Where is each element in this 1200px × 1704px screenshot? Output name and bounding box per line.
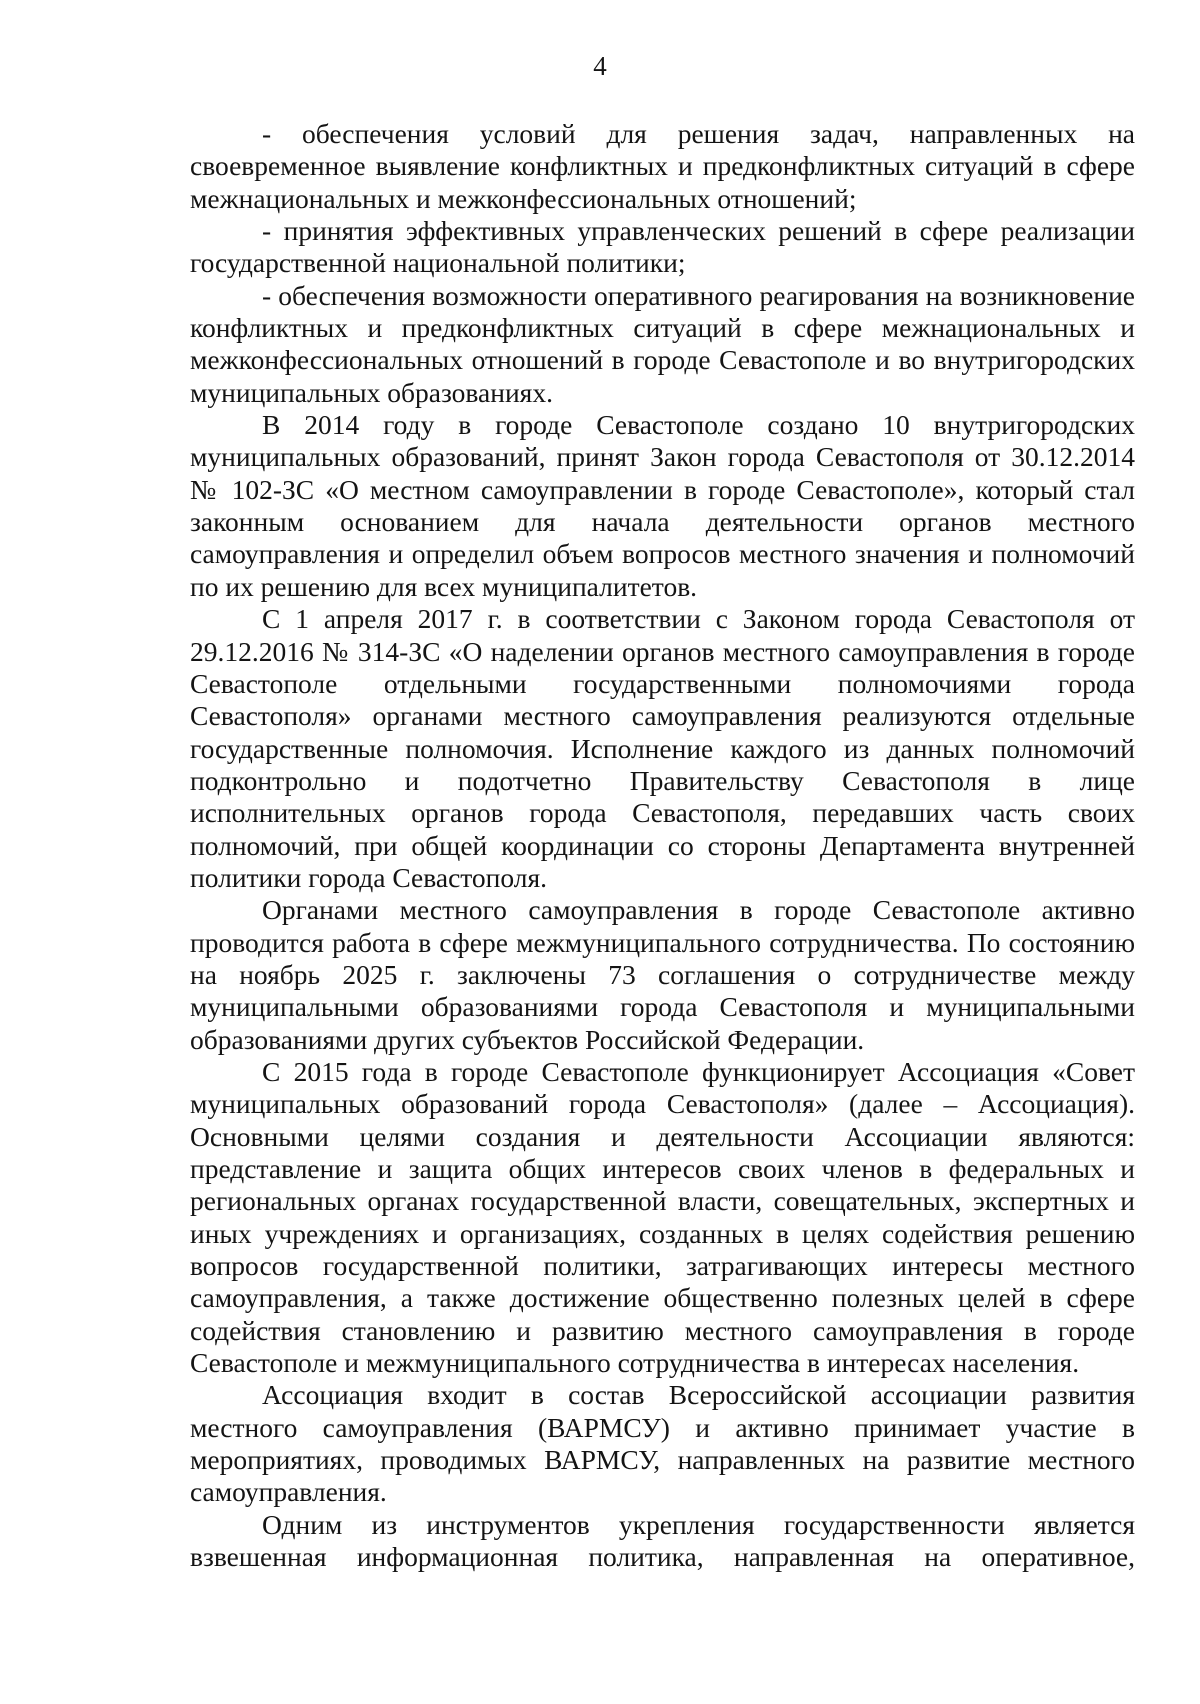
paragraph-information-policy: Одним из инструментов укрепления государственности является взвешенная информационная политика, направленная на оперативное,: [190, 1508, 1135, 1573]
page-number: 4: [593, 51, 607, 81]
paragraph-inter-municipal-cooperation: Органами местного самоуправления в городе Севастополе активно проводится работа в сфере межмуниципального сотрудничества. По состоянию на ноябрь 2025 г. заключены 73 соглашения о сотрудничестве между муниципальными образованиями города Севастополя и муниципальными образованиями других субъектов Российской Федерации.: [190, 894, 1135, 1055]
paragraph-varmsu: Ассоциация входит в состав Всероссийской ассоциации развития местного самоуправления (ВАРМСУ) и активно принимает участие в мероприятиях, проводимых ВАРМСУ, направленных на развитие местного самоуправления.: [190, 1379, 1135, 1508]
paragraph-state-powers-2017: С 1 апреля 2017 г. в соответствии с Законом города Севастополя от 29.12.2016 № 314-ЗС «О наделении органов местного самоуправления в городе Севастополе отдельными государственными полномочиями города Севастополя» органами местного самоуправления реализуются отдельные государственные полномочия. Исполнение каждого из данных полномочий подконтрольно и подотчетно Правительству Севастополя в лице исполнительных органов города Севастополя, передавших часть своих полномочий, при общей координации со стороны Департамента внутренней политики города Севастополя.: [190, 603, 1135, 893]
paragraph-conflict-detection: - обеспечения условий для решения задач, направленных на своевременное выявление конфликтных и предконфликтных ситуаций в сфере межнациональных и межконфессиональных отношений;: [190, 118, 1135, 214]
paragraph-association-council: С 2015 года в городе Севастополе функционирует Ассоциация «Совет муниципальных образований города Севастополя» (далее – Ассоциация). Основными целями создания и деятельности Ассоциации являются: представление и защита общих интересов своих членов в федеральных и региональных органах государственной власти, совещательных, экспертных и иных учреждениях и организациях, созданных в целях содействия решению вопросов государственной политики, затрагивающих интересы местного самоуправления, а также достижение общественно полезных целей в сфере содействия становлению и развитию местного самоуправления в городе Севастополе и межмуниципального сотрудничества в интересах населения.: [190, 1055, 1135, 1379]
paragraph-rapid-response: - обеспечения возможности оперативного реагирования на возникновение конфликтных и предконфликтных ситуаций в сфере межнациональных и межконфессиональных отношений в городе Севастополе и во внутригородских муниципальных образованиях.: [190, 279, 1135, 408]
document-body: [190, 118, 1135, 1573]
paragraph-municipal-formations-2014: В 2014 году в городе Севастополе создано 10 внутригородских муниципальных образований, принят Закон города Севастополя от 30.12.2014 № 102-ЗС «О местном самоуправлении в городе Севастополе», который стал законным основанием для начала деятельности органов местного самоуправления и определил объем вопросов местного значения и полномочий по их решению для всех муниципалитетов.: [190, 409, 1135, 602]
paragraph-management-decisions: - принятия эффективных управленческих решений в сфере реализации государственной национальной политики;: [190, 215, 1135, 279]
